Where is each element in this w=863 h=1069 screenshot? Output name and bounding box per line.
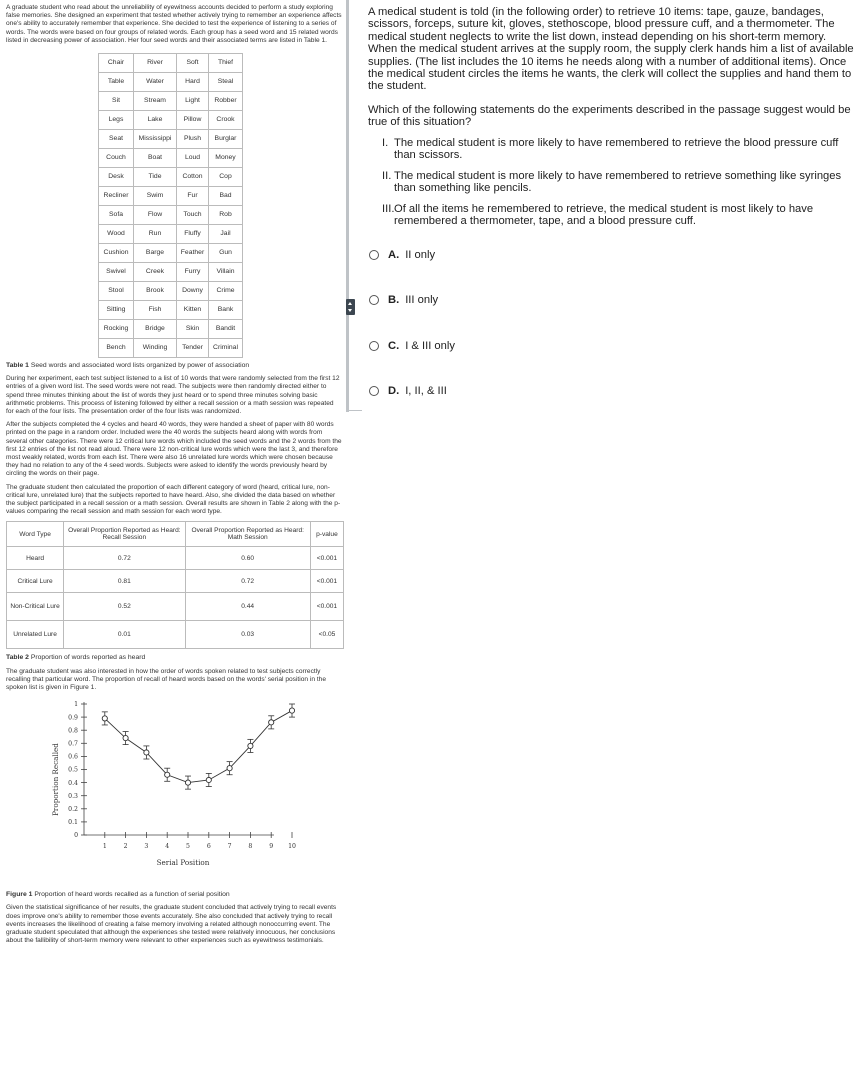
header-p-value: p-value: [310, 522, 343, 547]
seed-word-table: [98, 53, 243, 358]
answer-option-d[interactable]: D. I, II, & III: [368, 384, 447, 398]
x-tick-label: 5: [186, 843, 190, 851]
y-tick-label: 0.4: [68, 780, 78, 788]
data-point: [227, 766, 232, 771]
table-cell: 0.81: [64, 570, 185, 593]
table-cell: Downy: [177, 282, 209, 301]
table-cell: Soft: [177, 54, 209, 73]
table-cell: Light: [177, 92, 209, 111]
recall-series-line: [105, 711, 292, 783]
table-row: [7, 621, 344, 649]
table-cell: Recliner: [99, 187, 134, 206]
lure-paragraph: After the subjects completed the 4 cycles and heard 40 words, they were handed a sheet of paper with 80 words printed on the page in a random order. Included were the 40 words the subjects heard along with words from several other categories. There were 12 critical lure words which included the seed words and the 2 words from the first 12 entries of the list not read aloud. There were 12 non-critical lure words which were the last 3, and therefore most weakly related, words from each list. There were also 16 unrelated lure words which were chosen because they had no relation to any of the 4 seed words. Subjects were asked to identify the words previously heard by circling the words on their page.: [6, 421, 342, 478]
serial-position-paragraph: The graduate student was also interested in how the order of words spoken related to test subjects correctly recalling that particular word. The proportion of recall of heard words based on the words' serial position in the spoken list is given in Figure 1.: [6, 667, 327, 692]
table-cell: Furry: [177, 263, 209, 282]
table-cell: Crook: [209, 111, 243, 130]
serial-position-chart: [6, 697, 306, 889]
table-cell: 0.44: [185, 593, 310, 621]
data-point: [206, 778, 211, 783]
x-tick-label: 4: [165, 843, 170, 851]
table-cell: Legs: [99, 111, 134, 130]
table-cell: Swivel: [99, 263, 134, 282]
table-cell: Pillow: [177, 111, 209, 130]
table-row: [99, 187, 243, 206]
table-row: [99, 244, 243, 263]
table-cell: Flow: [134, 206, 177, 225]
table-row: [99, 168, 243, 187]
table-cell: Winding: [134, 339, 177, 358]
x-tick-label: 1: [102, 843, 107, 851]
analysis-paragraph: The graduate student then calculated the proportion of each different category of word (heard, critical lure, non-critical lure, unrelated lure) that the subjects reported to have heard. Also, she divided the data based on whether the subject participated in a recall session or a math session. Overall results are shown in Table 2 along with the p-values comparing the recall session and math session for each word type.: [6, 483, 341, 516]
data-point: [185, 780, 190, 785]
data-point: [248, 744, 253, 749]
table-cell: Hard: [177, 73, 209, 92]
x-tick-label: 8: [248, 843, 253, 851]
table-cell: Villain: [209, 263, 243, 282]
table-cell: Jail: [209, 225, 243, 244]
data-point: [165, 772, 170, 777]
table-cell: Fish: [134, 301, 177, 320]
table-row: [7, 570, 344, 593]
table-cell: Bandit: [209, 320, 243, 339]
table-cell: 0.52: [64, 593, 185, 621]
table-cell: 0.72: [185, 570, 310, 593]
table-cell: Steal: [209, 73, 243, 92]
divider-drag-handle[interactable]: [346, 299, 355, 315]
table-cell: Burglar: [209, 130, 243, 149]
data-point: [123, 736, 128, 741]
x-tick-label: 2: [123, 843, 128, 851]
question-scenario: A medical student is told (in the following order) to retrieve 10 items: tape, gauze, bandages, scissors, forceps, suture kit, gloves, stethoscope, blood pressure cuff, and a thermometer. The medical student neglects to write the list down, instead depending on his short-term memory. When the medical student arrives at the supply room, the supply clerk hands him a list of available supplies. (The list includes the 10 items he needs along with a number of additional items). Once the medical student circles the items he wants, the clerk will collect the supplies and hand them to the student.: [368, 6, 854, 93]
y-tick-label: 0.2: [68, 806, 78, 814]
y-tick-label: 0.7: [68, 740, 78, 748]
table-cell: 0.03: [185, 621, 310, 649]
table-cell: Skin: [177, 320, 209, 339]
divider-tick: [349, 410, 362, 411]
procedure-paragraph: During her experiment, each test subject listened to a list of 10 words that were randomly selected from the first 12 entries of a given word list. The seed words were not read. The subjects were then randomly directed either to spend three minutes thinking about the list of words they just heard or to spend three minutes solving basic arithmetic problems. This process of listening followed by either a recall session or a math session was repeated for each of the four lists. The presentation order of the four lists was randomized.: [6, 375, 340, 416]
radio-button[interactable]: [369, 295, 379, 305]
answer-option-c[interactable]: C. I & III only: [368, 339, 455, 353]
table-cell: River: [134, 54, 177, 73]
table-cell: Bank: [209, 301, 243, 320]
table-row: [99, 225, 243, 244]
passage-pane: [0, 0, 346, 1069]
table-cell: Cushion: [99, 244, 134, 263]
table-row: [99, 301, 243, 320]
y-tick-label: 0.3: [68, 793, 78, 801]
pane-divider[interactable]: [346, 0, 349, 412]
table-cell: Rocking: [99, 320, 134, 339]
header-word-type: Word Type: [7, 522, 64, 547]
table-cell: Criminal: [209, 339, 243, 358]
table-cell: Rob: [209, 206, 243, 225]
table-row: [99, 92, 243, 111]
x-axis-label: Serial Position: [156, 858, 210, 868]
table-cell: <0.05: [310, 621, 343, 649]
table-cell: Brook: [134, 282, 177, 301]
header-math: Overall Proportion Reported as Heard: Math Session: [185, 522, 310, 547]
radio-button[interactable]: [369, 341, 379, 351]
table-cell: 0.01: [64, 621, 185, 649]
table-cell: Creek: [134, 263, 177, 282]
table-cell: Plush: [177, 130, 209, 149]
table-cell: Bench: [99, 339, 134, 358]
table-cell: Water: [134, 73, 177, 92]
table1-caption: Table 1 Seed words and associated word lists organized by power of association: [6, 362, 250, 370]
table-row: [7, 593, 344, 621]
table-cell: Cotton: [177, 168, 209, 187]
table-cell: Critical Lure: [7, 570, 64, 593]
table-cell: Gun: [209, 244, 243, 263]
statement-1: I. The medical student is more likely to have remembered to retrieve the blood pressure cuff than scissors.: [382, 137, 839, 162]
table-row: [99, 339, 243, 358]
x-tick-label: 10: [288, 843, 296, 851]
x-tick-label: 6: [206, 843, 211, 851]
intro-paragraph: A graduate student who read about the unreliability of eyewitness accounts decided to perform a study exploring false memories. She designed an experiment that tested whether actively trying to remember an experience affects one's ability to accurately remember that experience. She decided to test the experience of listening to a series of words. The words were based on four groups of related words. Each group has a seed word and 15 related words listed in decreasing power of association. Her four seed words and their associated terms are listed in Table 1.: [6, 4, 342, 44]
table-cell: Bridge: [134, 320, 177, 339]
table-row: [99, 149, 243, 168]
table-row: [99, 130, 243, 149]
table-cell: Boat: [134, 149, 177, 168]
answer-option-b[interactable]: B. III only: [368, 293, 438, 307]
table-cell: Bad: [209, 187, 243, 206]
y-tick-label: 0.9: [68, 714, 78, 722]
data-point: [144, 750, 149, 755]
table-cell: Desk: [99, 168, 134, 187]
table-row: [7, 547, 344, 570]
table-cell: Unrelated Lure: [7, 621, 64, 649]
table-cell: 0.72: [64, 547, 185, 570]
y-axis-label: Proportion Recalled: [51, 743, 60, 817]
table-cell: Seat: [99, 130, 134, 149]
table-cell: Barge: [134, 244, 177, 263]
table-cell: Run: [134, 225, 177, 244]
table-cell: Fluffy: [177, 225, 209, 244]
table2-caption: Table 2 Proportion of words reported as heard: [6, 654, 146, 662]
table-cell: Thief: [209, 54, 243, 73]
table-cell: 0.60: [185, 547, 310, 570]
table-row: [99, 206, 243, 225]
header-recall: Overall Proportion Reported as Heard: Recall Session: [64, 522, 185, 547]
question-pane: [368, 0, 860, 1069]
table-cell: Kitten: [177, 301, 209, 320]
table-cell: Tender: [177, 339, 209, 358]
y-tick-label: 0.5: [68, 766, 78, 774]
data-point: [102, 716, 107, 721]
table-cell: <0.001: [310, 593, 343, 621]
table-cell: Couch: [99, 149, 134, 168]
table-row: [99, 54, 243, 73]
table-cell: Sofa: [99, 206, 134, 225]
table-cell: Tide: [134, 168, 177, 187]
table-cell: Stream: [134, 92, 177, 111]
table-cell: Stool: [99, 282, 134, 301]
table-row: [99, 320, 243, 339]
table-cell: Cop: [209, 168, 243, 187]
table-cell: <0.001: [310, 547, 343, 570]
data-point: [269, 720, 274, 725]
table-cell: Robber: [209, 92, 243, 111]
y-tick-label: 0.6: [68, 753, 78, 761]
y-tick-label: 0: [74, 832, 78, 840]
table-cell: Lake: [134, 111, 177, 130]
y-tick-label: 1: [74, 701, 78, 709]
table-cell: Wood: [99, 225, 134, 244]
table-cell: Non-Critical Lure: [7, 593, 64, 621]
table-cell: Fur: [177, 187, 209, 206]
arrow-down-icon: [348, 309, 352, 312]
table-row: [99, 263, 243, 282]
x-tick-label: 9: [269, 843, 274, 851]
x-tick-label: 7: [227, 843, 232, 851]
table-cell: Money: [209, 149, 243, 168]
table-row: [99, 73, 243, 92]
table-cell: Sit: [99, 92, 134, 111]
conclusion-paragraph: Given the statistical significance of her results, the graduate student concluded that actively trying to recall events does improve one's ability to remember those events accurately. She also concluded that actively trying to recall events increases the likelihood of creating a false memory involving a related although nonoccurring event. The graduate student speculated that although the experiences she tested were relatively innocuous, her conclusions about the fallibility of short-term memory were relevant to other experiences such as eyewitness testimonials.: [6, 904, 337, 945]
statement-3: III. Of all the items he remembered to retrieve, the medical student is most likely to have remembered a thermometer, tape, and a blood pressure cuff.: [382, 203, 814, 228]
table-cell: Chair: [99, 54, 134, 73]
y-tick-label: 0.8: [68, 727, 78, 735]
figure1-caption: Figure 1 Proportion of heard words recalled as a function of serial position: [6, 891, 230, 899]
data-point: [289, 708, 294, 713]
answer-option-a[interactable]: A. II only: [368, 248, 435, 262]
table-row: [99, 282, 243, 301]
table-cell: Touch: [177, 206, 209, 225]
x-tick-label: 3: [144, 843, 149, 851]
table-cell: Feather: [177, 244, 209, 263]
table-cell: Swim: [134, 187, 177, 206]
proportion-table: [6, 521, 344, 649]
table-cell: Mississippi: [134, 130, 177, 149]
table-cell: Heard: [7, 547, 64, 570]
radio-button[interactable]: [369, 386, 379, 396]
statement-2: II. The medical student is more likely to have remembered to retrieve something like syringes than something like pencils.: [382, 170, 842, 195]
table-cell: <0.001: [310, 570, 343, 593]
arrow-up-icon: [348, 302, 352, 305]
table-cell: Loud: [177, 149, 209, 168]
question-stem: Which of the following statements do the experiments described in the passage suggest would be true of this situation?: [368, 104, 851, 129]
table-cell: Sitting: [99, 301, 134, 320]
table-cell: Crime: [209, 282, 243, 301]
y-tick-label: 0.1: [68, 819, 78, 827]
table-row: [99, 111, 243, 130]
table-cell: Table: [99, 73, 134, 92]
radio-button[interactable]: [369, 250, 379, 260]
